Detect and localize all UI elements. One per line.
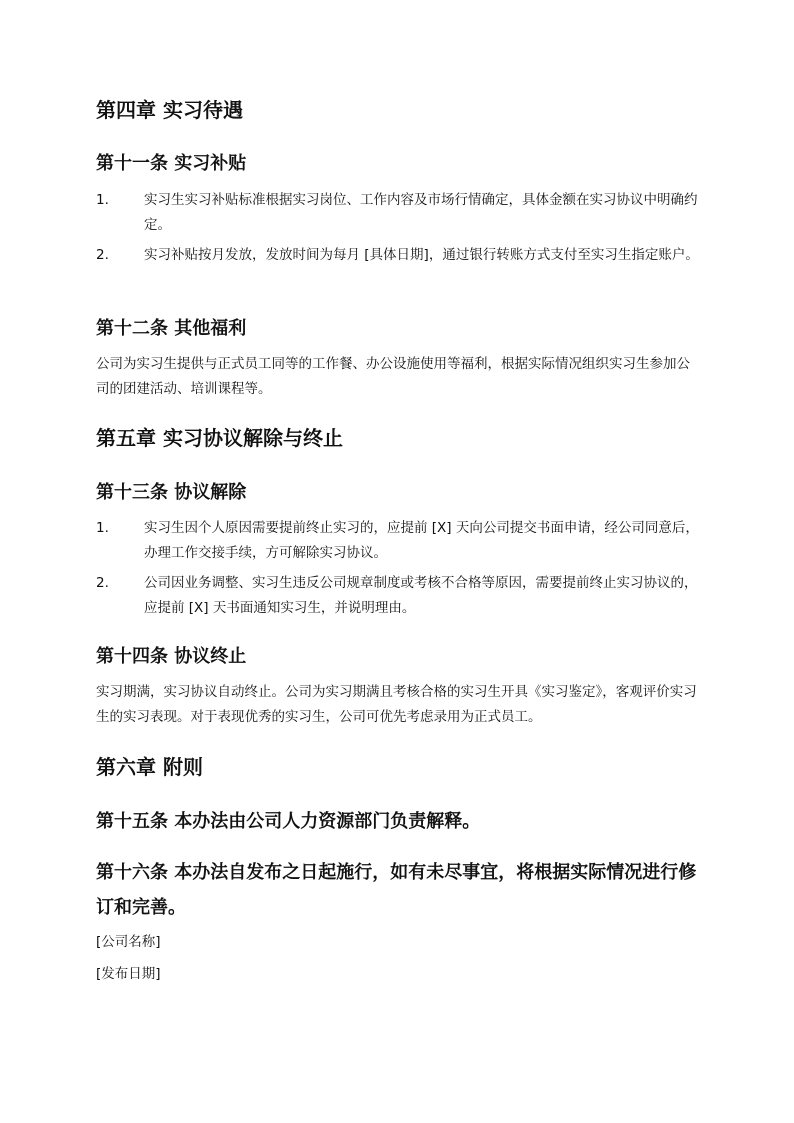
list-number: 1.	[96, 192, 109, 208]
article-12-title: 第十二条 其他福利	[96, 318, 247, 339]
list-item	[96, 188, 702, 238]
list-text: 公司因业务调整、实习生违反公司规章制度或考核不合格等原因，需要提前终止实习协议的，应提前 [X] 天书面通知实习生，并说明理由。	[144, 575, 698, 616]
company-name: [公司名称]	[96, 934, 161, 950]
list-number: 2.	[96, 247, 109, 263]
article-14-title: 第十四条 协议终止	[96, 646, 247, 667]
article-12-text: 公司为实习生提供与正式员工同等的工作餐、办公设施使用等福利，根据实际情况组织实习生参加公司的团建活动、培训课程等。	[96, 356, 690, 397]
publish-date: [发布日期]	[96, 966, 161, 982]
chapter-4-title: 第四章 实习待遇	[96, 98, 243, 122]
chapter-6-title: 第六章 附则	[96, 755, 203, 779]
article-15: 第十五条 本办法由公司人力资源部门负责解释。	[96, 811, 481, 832]
article-13-title: 第十三条 协议解除	[96, 482, 247, 503]
list-number: 2.	[96, 575, 109, 591]
list-number: 1.	[96, 520, 109, 536]
chapter-5-title: 第五章 实习协议解除与终止	[96, 426, 343, 450]
article-11-title: 第十一条 实习补贴	[96, 153, 247, 174]
list-item	[96, 516, 702, 566]
list-text: 实习补贴按月发放，发放时间为每月 [具体日期]，通过银行转账方式支付至实习生指定账户。	[144, 247, 699, 263]
list-item	[96, 243, 702, 268]
list-text: 实习生实习补贴标准根据实习岗位、工作内容及市场行情确定，具体金额在实习协议中明确约定。	[144, 192, 698, 233]
article-16: 第十六条 本办法自发布之日起施行，如有未尽事宜，将根据实际情况进行修订和完善。	[96, 862, 697, 918]
list-text: 实习生因个人原因需要提前终止实习的，应提前 [X] 天向公司提交书面申请，经公司同意后，办理工作交接手续，方可解除实习协议。	[144, 520, 699, 561]
list-item	[96, 571, 702, 621]
article-14-text: 实习期满，实习协议自动终止。公司为实习期满且考核合格的实习生开具《实习鉴定》，客观评价实习生的实习表现。对于表现优秀的实习生，公司可优先考虑录用为正式员工。	[96, 684, 697, 725]
